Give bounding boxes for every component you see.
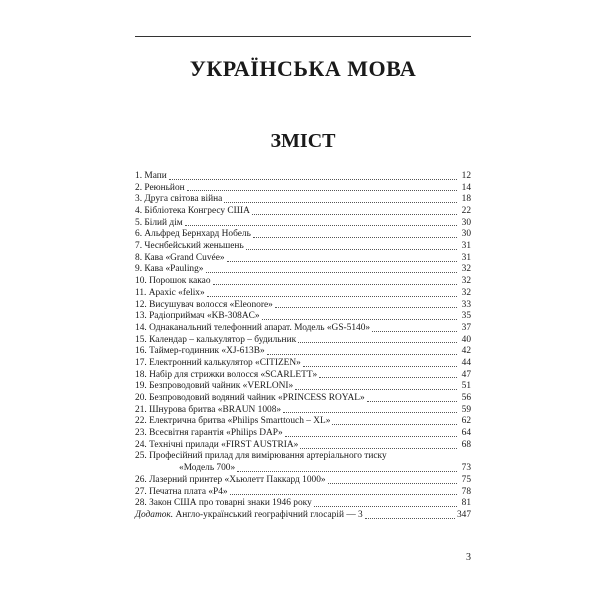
toc-entry-title: 3. Друга світова війна xyxy=(135,194,223,205)
toc-entry-title: 16. Таймер-годинник «XJ-613B» xyxy=(135,346,265,357)
book-title: УКРАЇНСЬКА МОВА xyxy=(189,56,417,81)
toc-entry xyxy=(135,194,471,206)
toc-entry xyxy=(135,183,471,195)
top-rule xyxy=(135,36,471,37)
dot-leader xyxy=(227,261,457,262)
dot-leader xyxy=(206,272,458,273)
toc-entry xyxy=(135,300,471,312)
toc-entry-title: 26. Лазерний принтер «Хьюлетт Паккард 1000» xyxy=(135,474,326,485)
dot-leader xyxy=(237,471,457,472)
toc-entry xyxy=(135,276,471,288)
toc-entry xyxy=(135,229,471,241)
toc-entry-page: 18 xyxy=(461,194,471,205)
toc-entry-title: 8. Кава «Grand Cuvée» xyxy=(135,252,225,263)
toc-entry-page: 75 xyxy=(461,474,471,485)
toc-entry xyxy=(135,440,471,452)
toc-entry xyxy=(135,311,471,323)
toc-entry xyxy=(135,475,471,487)
toc-entry xyxy=(135,370,471,382)
toc-entry xyxy=(135,206,471,218)
toc-entry-title: 17. Електронний калькулятор «CITIZEN» xyxy=(135,357,301,368)
toc-entry-page: 32 xyxy=(461,287,471,298)
dot-leader xyxy=(169,179,457,180)
toc-entry-title: 5. Білий дім xyxy=(135,217,183,228)
toc-entry-page: 64 xyxy=(461,428,471,439)
toc-entry xyxy=(135,381,471,393)
toc-entry xyxy=(135,171,471,183)
dot-leader xyxy=(207,296,457,297)
toc-entry xyxy=(135,487,471,499)
dot-leader xyxy=(319,377,457,378)
toc-entry-page: 73 xyxy=(461,463,471,474)
toc-entry-page: 37 xyxy=(461,322,471,333)
dot-leader xyxy=(267,354,457,355)
toc-entry-title: 12. Висушувач волосся «Eleonore» xyxy=(135,299,273,310)
toc-entry-title: 13. Радіоприймач «KB-308AC» xyxy=(135,311,260,322)
dot-leader xyxy=(283,412,457,413)
toc-entry xyxy=(135,452,471,464)
toc-entry-title: 21. Шнурова бритва «BRAUN 1008» xyxy=(135,404,282,415)
toc-entry-title: 23. Всесвітня гарантія «Philips DAP» xyxy=(135,428,283,439)
dot-leader xyxy=(187,190,457,191)
toc-entry-page: 33 xyxy=(461,299,471,310)
dot-leader xyxy=(262,319,457,320)
dot-leader xyxy=(314,506,457,507)
toc-entry-page: 56 xyxy=(461,393,471,404)
toc-entry xyxy=(135,358,471,370)
dot-leader xyxy=(253,237,457,238)
toc-entry-title: 7. Чеснбейський женьшень xyxy=(135,241,244,252)
toc-entry xyxy=(135,393,471,405)
toc-entry-page: 81 xyxy=(461,498,471,509)
toc-entry-page: 62 xyxy=(461,416,471,427)
toc-entry-title: 9. Кава «Pauling» xyxy=(135,264,204,275)
toc-entry-page: 78 xyxy=(461,486,471,497)
toc-entry-page: 31 xyxy=(461,241,471,252)
table-of-contents xyxy=(135,171,471,522)
toc-entry-page: 47 xyxy=(461,369,471,380)
toc-entry-page: 30 xyxy=(461,217,471,228)
toc-entry xyxy=(135,335,471,347)
toc-entry-page: 30 xyxy=(461,229,471,240)
toc-entry-title: 20. Безпроводовий водяний чайник «PRINCESS ROYAL» xyxy=(135,393,365,404)
toc-entry-page: 35 xyxy=(461,311,471,322)
dot-leader xyxy=(224,202,457,203)
toc-entry-title: Додаток. Англо-український географічний глосарій — 3 xyxy=(135,509,363,520)
toc-entry-title: 11. Арахіс «felix» xyxy=(135,287,205,298)
toc-entry xyxy=(135,416,471,428)
toc-heading: ЗМІСТ xyxy=(270,130,336,152)
dot-leader xyxy=(275,307,457,308)
toc-entry-title: 24. Технічні прилади «FIRST AUSTRIA» xyxy=(135,439,299,450)
dot-leader xyxy=(285,436,457,437)
toc-entry-page: 51 xyxy=(461,381,471,392)
toc-entry xyxy=(135,218,471,230)
dot-leader xyxy=(252,214,457,215)
toc-entry-page: 40 xyxy=(461,334,471,345)
toc-entry xyxy=(135,428,471,440)
toc-entry xyxy=(135,253,471,265)
dot-leader xyxy=(332,424,457,425)
toc-entry xyxy=(135,265,471,277)
toc-entry xyxy=(135,346,471,358)
dot-leader xyxy=(365,518,455,519)
toc-entry-title: 10. Порошок какао xyxy=(135,276,211,287)
toc-entry-title: 1. Мапи xyxy=(135,170,167,181)
dot-leader xyxy=(328,483,457,484)
toc-entry-page: 44 xyxy=(461,357,471,368)
toc-entry xyxy=(135,405,471,417)
toc-entry xyxy=(135,323,471,335)
dot-leader xyxy=(303,366,457,367)
toc-entry-title: 27. Печатна плата «P4» xyxy=(135,486,228,497)
toc-entry-page: 22 xyxy=(461,206,471,217)
dot-leader xyxy=(300,448,457,449)
toc-entry-page: 31 xyxy=(461,252,471,263)
dot-leader xyxy=(295,389,457,390)
toc-entry-title: 19. Безпроводовий чайник «VERLONI» xyxy=(135,381,294,392)
toc-entry-title: 18. Набір для стрижки волосся «SCARLETT» xyxy=(135,369,318,380)
toc-entry-title: 6. Альфред Бернхард Нобель xyxy=(135,229,251,240)
toc-entry-page: 32 xyxy=(461,264,471,275)
toc-entry-title: 14. Однаканальний телефонний апарат. Модель «GS-5140» xyxy=(135,322,371,333)
toc-entry-title: 2. Реюньйон xyxy=(135,182,185,193)
dot-leader xyxy=(372,331,457,332)
toc-entry xyxy=(135,288,471,300)
toc-entry-title: 25. Професійний прилад для вимірювання артеріального тиску xyxy=(135,451,387,462)
toc-entry-title: «Модель 700» xyxy=(179,463,236,474)
toc-entry-title: 22. Електрична бритва «Philips Smarttouch – XL» xyxy=(135,416,331,427)
toc-entry xyxy=(135,241,471,253)
toc-entry-title: 15. Календар – калькулятор – будильник xyxy=(135,334,297,345)
toc-entry-title: 28. Закон США про товарні знаки 1946 року xyxy=(135,498,312,509)
toc-entry-page: 42 xyxy=(461,346,471,357)
toc-entry-page: 68 xyxy=(461,439,471,450)
dot-leader xyxy=(213,284,457,285)
toc-entry xyxy=(135,510,471,522)
toc-entry xyxy=(135,498,471,510)
dot-leader xyxy=(298,342,457,343)
toc-entry xyxy=(135,463,471,475)
dot-leader xyxy=(367,401,457,402)
toc-entry-page: 14 xyxy=(461,182,471,193)
toc-entry-page: 12 xyxy=(461,170,471,181)
dot-leader xyxy=(185,225,457,226)
toc-entry-page: 347 xyxy=(456,509,471,520)
toc-entry-page: 32 xyxy=(461,276,471,287)
toc-entry-page: 59 xyxy=(461,404,471,415)
toc-entry-title: 4. Бібліотека Конгресу США xyxy=(135,206,250,217)
dot-leader xyxy=(246,249,457,250)
page-number: 3 xyxy=(466,552,471,563)
dot-leader xyxy=(230,494,457,495)
